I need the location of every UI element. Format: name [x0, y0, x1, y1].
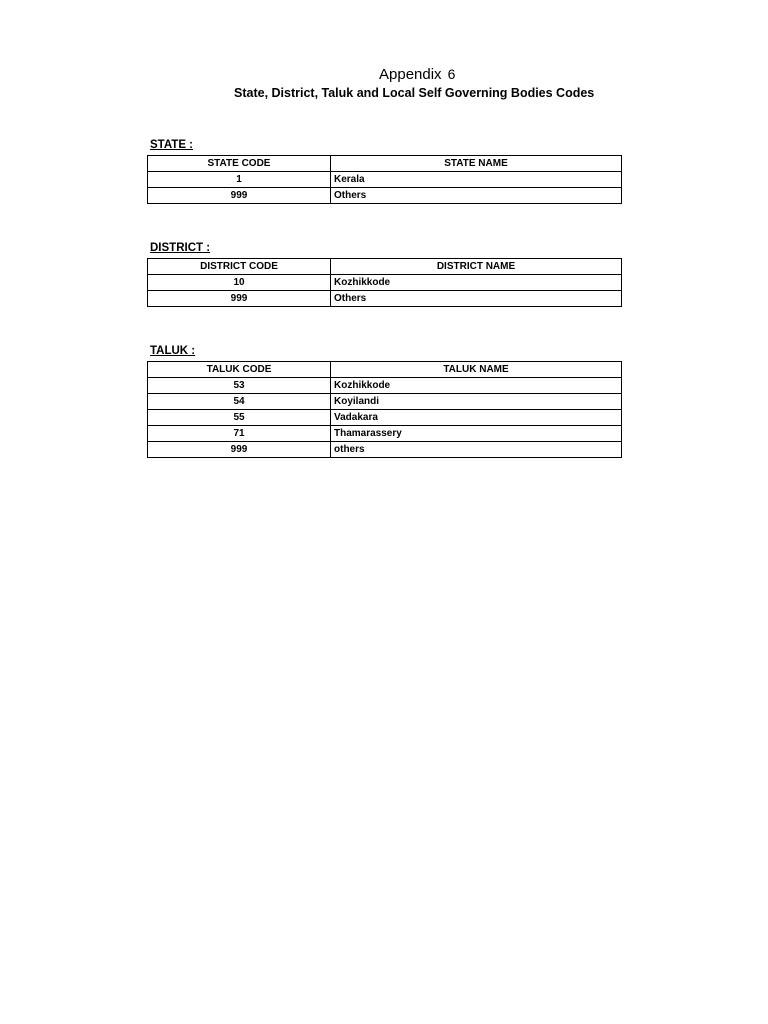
state-code-cell: 999: [148, 188, 331, 204]
table-row: [148, 394, 622, 410]
taluk-name-cell: Koyilandi: [331, 394, 622, 410]
column-header-state-code: STATE CODE: [148, 156, 331, 172]
table-row: [148, 188, 622, 204]
column-header-state-name: STATE NAME: [331, 156, 622, 172]
district-section-label: DISTRICT :: [150, 242, 211, 254]
table-header-row: [148, 259, 622, 275]
appendix-number: 6: [447, 66, 456, 82]
column-header-district-name: DISTRICT NAME: [331, 259, 622, 275]
taluk-code-cell: 55: [148, 410, 331, 426]
table-row: [148, 291, 622, 307]
column-header-taluk-code: TALUK CODE: [148, 362, 331, 378]
district-name-cell: Others: [331, 291, 622, 307]
table-row: [148, 172, 622, 188]
taluk-code-cell: 54: [148, 394, 331, 410]
taluk-table: [147, 361, 622, 458]
taluk-code-cell: 53: [148, 378, 331, 394]
state-code-cell: 1: [148, 172, 331, 188]
district-name-cell: Kozhikkode: [331, 275, 622, 291]
document-subtitle: State, District, Taluk and Local Self Governing Bodies Codes: [234, 86, 595, 100]
state-table: [147, 155, 622, 204]
taluk-name-cell: Vadakara: [331, 410, 622, 426]
district-code-cell: 10: [148, 275, 331, 291]
state-section-label: STATE :: [150, 139, 194, 151]
table-header-row: [148, 362, 622, 378]
table-row: [148, 442, 622, 458]
taluk-name-cell: Thamarassery: [331, 426, 622, 442]
column-header-district-code: DISTRICT CODE: [148, 259, 331, 275]
appendix-label: Appendix: [379, 66, 442, 83]
taluk-name-cell: Kozhikkode: [331, 378, 622, 394]
table-row: [148, 378, 622, 394]
state-name-cell: Kerala: [331, 172, 622, 188]
taluk-section-label: TALUK :: [150, 345, 196, 357]
table-row: [148, 426, 622, 442]
taluk-code-cell: 71: [148, 426, 331, 442]
district-table: [147, 258, 622, 307]
district-code-cell: 999: [148, 291, 331, 307]
state-name-cell: Others: [331, 188, 622, 204]
appendix-title: [379, 66, 455, 83]
column-header-taluk-name: TALUK NAME: [331, 362, 622, 378]
table-header-row: [148, 156, 622, 172]
taluk-code-cell: 999: [148, 442, 331, 458]
taluk-name-cell: others: [331, 442, 622, 458]
table-row: [148, 410, 622, 426]
table-row: [148, 275, 622, 291]
